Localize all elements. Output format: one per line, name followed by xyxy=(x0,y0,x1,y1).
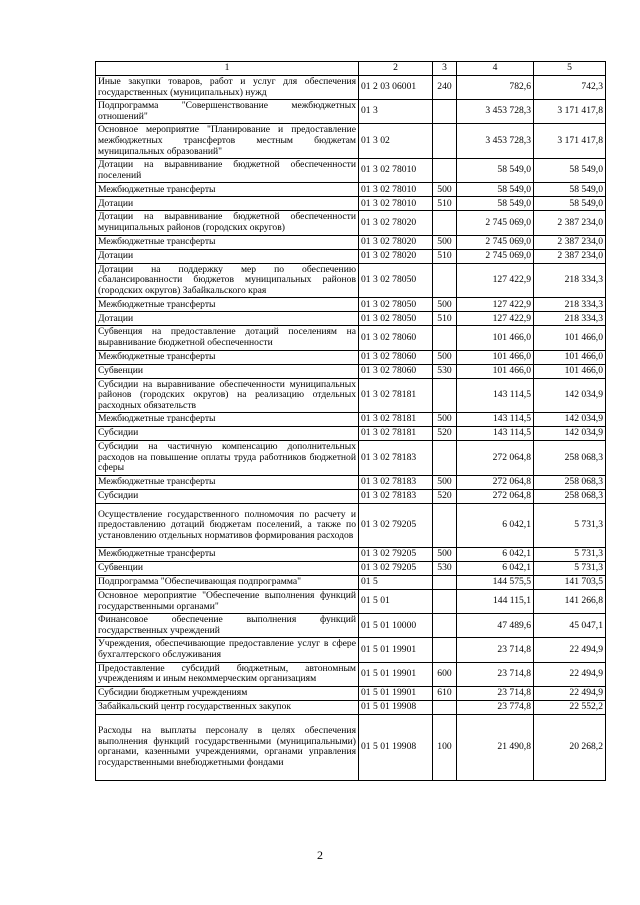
row-code: 01 3 02 78060 xyxy=(359,364,433,378)
row-expense-type: 510 xyxy=(433,249,457,263)
row-code: 01 5 01 10000 xyxy=(359,614,433,638)
row-expense-type: 500 xyxy=(433,476,457,490)
row-name: Осуществление государственного полномочия по расчету и предоставлению дотаций бюджетам поселений, а также по установлению отдельных нормативов формирования расходов xyxy=(96,504,359,548)
table-row xyxy=(96,548,606,562)
row-expense-type xyxy=(433,700,457,714)
row-value-col4: 58 549,0 xyxy=(457,159,534,183)
row-code: 01 3 02 78010 xyxy=(359,183,433,197)
row-expense-type: 520 xyxy=(433,490,457,504)
header-col-4: 4 xyxy=(457,62,534,76)
table-row xyxy=(96,249,606,263)
row-value-col5: 22 494,9 xyxy=(534,662,606,686)
row-code: 01 3 02 78010 xyxy=(359,159,433,183)
table-row xyxy=(96,638,606,662)
row-code: 01 3 02 78020 xyxy=(359,249,433,263)
row-value-col4: 144 115,1 xyxy=(457,590,534,614)
row-name: Межбюджетные трансферты xyxy=(96,413,359,427)
row-name: Расходы на выплаты персоналу в целях обеспечения выполнения функций государственными (муниципальными) органами, казенными учреждениями, органами управления государственными внебюджетными фондами xyxy=(96,714,359,780)
row-value-col4: 143 114,5 xyxy=(457,378,534,413)
row-name: Основное мероприятие "Планирование и предоставление межбюджетных трансфертов местным бюджетам муниципальных образований" xyxy=(96,124,359,159)
row-code: 01 3 02 79205 xyxy=(359,504,433,548)
row-name: Межбюджетные трансферты xyxy=(96,235,359,249)
table-row xyxy=(96,700,606,714)
table-row xyxy=(96,662,606,686)
row-name: Субсидии xyxy=(96,427,359,441)
row-name: Дотации xyxy=(96,249,359,263)
row-value-col5: 2 387 234,0 xyxy=(534,235,606,249)
row-code: 01 3 02 78181 xyxy=(359,427,433,441)
row-expense-type: 530 xyxy=(433,562,457,576)
row-value-col4: 6 042,1 xyxy=(457,548,534,562)
row-name: Подпрограмма "Совершенствование межбюджетных отношений" xyxy=(96,100,359,124)
row-value-col5: 101 466,0 xyxy=(534,326,606,350)
row-code: 01 3 02 78020 xyxy=(359,211,433,235)
row-value-col4: 47 489,6 xyxy=(457,614,534,638)
row-value-col4: 272 064,8 xyxy=(457,476,534,490)
row-value-col4: 2 745 069,0 xyxy=(457,235,534,249)
table-row xyxy=(96,504,606,548)
row-name: Дотации на выравнивание бюджетной обеспеченности поселений xyxy=(96,159,359,183)
table-row xyxy=(96,312,606,326)
row-code: 01 3 02 78010 xyxy=(359,197,433,211)
row-code: 01 3 xyxy=(359,100,433,124)
row-name: Субсидии xyxy=(96,490,359,504)
row-value-col4: 23 714,8 xyxy=(457,686,534,700)
row-name: Субсидии бюджетным учреждениям xyxy=(96,686,359,700)
row-expense-type xyxy=(433,441,457,476)
table-row xyxy=(96,197,606,211)
row-value-col5: 742,3 xyxy=(534,76,606,100)
row-code: 01 3 02 78183 xyxy=(359,490,433,504)
row-name: Предоставление субсидий бюджетным, автономным учреждениям и иным некоммерческим организациям xyxy=(96,662,359,686)
row-expense-type xyxy=(433,378,457,413)
row-name: Субсидии на выравнивание обеспеченности муниципальных районов (городских округов) на реализацию отдельных расходных обязательств xyxy=(96,378,359,413)
row-name: Субвенции xyxy=(96,364,359,378)
row-expense-type xyxy=(433,576,457,590)
row-value-col5: 3 171 417,8 xyxy=(534,124,606,159)
row-value-col4: 23 774,8 xyxy=(457,700,534,714)
row-value-col4: 101 466,0 xyxy=(457,350,534,364)
table-row xyxy=(96,378,606,413)
row-name: Финансовое обеспечение выполнения функций государственных учреждений xyxy=(96,614,359,638)
row-code: 01 3 02 78183 xyxy=(359,441,433,476)
row-value-col5: 58 549,0 xyxy=(534,159,606,183)
row-name: Межбюджетные трансферты xyxy=(96,298,359,312)
row-value-col4: 127 422,9 xyxy=(457,298,534,312)
table-row xyxy=(96,211,606,235)
row-value-col4: 144 575,5 xyxy=(457,576,534,590)
row-expense-type xyxy=(433,590,457,614)
row-name: Субсидии на частичную компенсацию дополнительных расходов на повышение оплаты труда работников бюджетной сферы xyxy=(96,441,359,476)
row-name: Субвенция на предоставление дотаций поселениям на выравнивание бюджетной обеспеченности xyxy=(96,326,359,350)
row-value-col5: 5 731,3 xyxy=(534,504,606,548)
header-col-1: 1 xyxy=(96,62,359,76)
header-col-3: 3 xyxy=(433,62,457,76)
row-value-col4: 23 714,8 xyxy=(457,662,534,686)
row-expense-type xyxy=(433,159,457,183)
table-row xyxy=(96,562,606,576)
row-value-col5: 141 703,5 xyxy=(534,576,606,590)
page-number: 2 xyxy=(317,848,323,862)
row-expense-type: 600 xyxy=(433,662,457,686)
row-code: 01 3 02 78181 xyxy=(359,413,433,427)
row-value-col5: 3 171 417,8 xyxy=(534,100,606,124)
row-name: Дотации xyxy=(96,312,359,326)
row-value-col4: 58 549,0 xyxy=(457,183,534,197)
row-value-col5: 218 334,3 xyxy=(534,263,606,298)
row-expense-type xyxy=(433,614,457,638)
table-row xyxy=(96,490,606,504)
table-row xyxy=(96,263,606,298)
row-expense-type: 500 xyxy=(433,183,457,197)
table-row xyxy=(96,326,606,350)
row-name: Межбюджетные трансферты xyxy=(96,548,359,562)
row-name: Подпрограмма "Обеспечивающая подпрограмма" xyxy=(96,576,359,590)
row-code: 01 3 02 79205 xyxy=(359,562,433,576)
row-value-col5: 58 549,0 xyxy=(534,197,606,211)
row-code: 01 3 02 78183 xyxy=(359,476,433,490)
row-name: Дотации на выравнивание бюджетной обеспеченности муниципальных районов (городских округов) xyxy=(96,211,359,235)
row-value-col5: 142 034,9 xyxy=(534,413,606,427)
row-value-col4: 58 549,0 xyxy=(457,197,534,211)
row-code: 01 3 02 xyxy=(359,124,433,159)
row-value-col5: 2 387 234,0 xyxy=(534,249,606,263)
row-code: 01 3 02 79205 xyxy=(359,548,433,562)
table-row xyxy=(96,441,606,476)
row-value-col4: 143 114,5 xyxy=(457,413,534,427)
row-value-col5: 22 552,2 xyxy=(534,700,606,714)
row-code: 01 3 02 78181 xyxy=(359,378,433,413)
row-value-col4: 782,6 xyxy=(457,76,534,100)
table-row xyxy=(96,364,606,378)
row-code: 01 2 03 06001 xyxy=(359,76,433,100)
row-code: 01 3 02 78050 xyxy=(359,263,433,298)
row-code: 01 3 02 78060 xyxy=(359,326,433,350)
row-expense-type xyxy=(433,326,457,350)
row-name: Основное мероприятие "Обеспечение выполнения функций государственными органами" xyxy=(96,590,359,614)
row-code: 01 5 01 19901 xyxy=(359,662,433,686)
table-row xyxy=(96,576,606,590)
row-name: Дотации xyxy=(96,197,359,211)
row-value-col4: 272 064,8 xyxy=(457,441,534,476)
row-value-col5: 142 034,9 xyxy=(534,378,606,413)
row-expense-type: 610 xyxy=(433,686,457,700)
header-row xyxy=(96,62,606,76)
table-row xyxy=(96,686,606,700)
row-value-col4: 127 422,9 xyxy=(457,312,534,326)
row-expense-type xyxy=(433,263,457,298)
row-value-col4: 23 714,8 xyxy=(457,638,534,662)
row-expense-type: 100 xyxy=(433,714,457,780)
row-value-col5: 45 047,1 xyxy=(534,614,606,638)
row-expense-type xyxy=(433,211,457,235)
table-row xyxy=(96,76,606,100)
row-code: 01 5 01 19901 xyxy=(359,686,433,700)
row-name: Субвенции xyxy=(96,562,359,576)
row-expense-type: 500 xyxy=(433,548,457,562)
row-expense-type: 500 xyxy=(433,350,457,364)
table-row xyxy=(96,350,606,364)
row-value-col4: 101 466,0 xyxy=(457,364,534,378)
row-expense-type xyxy=(433,504,457,548)
row-expense-type: 510 xyxy=(433,197,457,211)
row-value-col4: 272 064,8 xyxy=(457,490,534,504)
row-value-col5: 101 466,0 xyxy=(534,364,606,378)
row-expense-type: 520 xyxy=(433,427,457,441)
row-expense-type: 500 xyxy=(433,235,457,249)
row-value-col5: 58 549,0 xyxy=(534,183,606,197)
row-name: Забайкальский центр государственных закупок xyxy=(96,700,359,714)
row-value-col5: 258 068,3 xyxy=(534,441,606,476)
header-col-2: 2 xyxy=(359,62,433,76)
row-expense-type xyxy=(433,100,457,124)
row-name: Учреждения, обеспечивающие предоставление услуг в сфере бухгалтерского обслуживания xyxy=(96,638,359,662)
row-value-col4: 6 042,1 xyxy=(457,562,534,576)
row-expense-type xyxy=(433,638,457,662)
table-row xyxy=(96,183,606,197)
row-expense-type: 510 xyxy=(433,312,457,326)
row-value-col5: 141 266,8 xyxy=(534,590,606,614)
row-name: Дотации на поддержку мер по обеспечению сбалансированности бюджетов муниципальных районов (городских округов) Забайкальского края xyxy=(96,263,359,298)
table-row xyxy=(96,235,606,249)
row-value-col5: 142 034,9 xyxy=(534,427,606,441)
row-name: Межбюджетные трансферты xyxy=(96,183,359,197)
table-row xyxy=(96,427,606,441)
budget-table xyxy=(95,61,606,781)
row-name: Межбюджетные трансферты xyxy=(96,350,359,364)
row-value-col4: 127 422,9 xyxy=(457,263,534,298)
row-code: 01 3 02 78050 xyxy=(359,312,433,326)
table-row xyxy=(96,476,606,490)
row-code: 01 5 01 19901 xyxy=(359,638,433,662)
row-code: 01 3 02 78050 xyxy=(359,298,433,312)
row-name: Иные закупки товаров, работ и услуг для обеспечения государственных (муниципальных) нужд xyxy=(96,76,359,100)
row-value-col4: 3 453 728,3 xyxy=(457,124,534,159)
row-code: 01 3 02 78020 xyxy=(359,235,433,249)
row-value-col4: 21 490,8 xyxy=(457,714,534,780)
table-row xyxy=(96,614,606,638)
table-row xyxy=(96,159,606,183)
row-value-col5: 5 731,3 xyxy=(534,548,606,562)
row-value-col4: 2 745 069,0 xyxy=(457,211,534,235)
row-value-col5: 218 334,3 xyxy=(534,312,606,326)
table-row xyxy=(96,714,606,780)
row-code: 01 3 02 78060 xyxy=(359,350,433,364)
table-row xyxy=(96,298,606,312)
row-value-col5: 218 334,3 xyxy=(534,298,606,312)
row-expense-type: 530 xyxy=(433,364,457,378)
row-value-col5: 258 068,3 xyxy=(534,490,606,504)
row-value-col4: 143 114,5 xyxy=(457,427,534,441)
row-value-col5: 22 494,9 xyxy=(534,686,606,700)
row-value-col5: 22 494,9 xyxy=(534,638,606,662)
header-col-5: 5 xyxy=(534,62,606,76)
table-row xyxy=(96,413,606,427)
table-row xyxy=(96,590,606,614)
row-code: 01 5 xyxy=(359,576,433,590)
row-code: 01 5 01 19908 xyxy=(359,700,433,714)
table-row xyxy=(96,100,606,124)
table-row xyxy=(96,124,606,159)
row-value-col5: 2 387 234,0 xyxy=(534,211,606,235)
row-code: 01 5 01 xyxy=(359,590,433,614)
row-expense-type xyxy=(433,124,457,159)
row-value-col4: 2 745 069,0 xyxy=(457,249,534,263)
row-value-col4: 3 453 728,3 xyxy=(457,100,534,124)
row-expense-type: 240 xyxy=(433,76,457,100)
row-value-col5: 101 466,0 xyxy=(534,350,606,364)
row-code: 01 5 01 19908 xyxy=(359,714,433,780)
row-value-col5: 5 731,3 xyxy=(534,562,606,576)
budget-table-body xyxy=(96,62,606,781)
row-expense-type: 500 xyxy=(433,413,457,427)
row-value-col5: 20 268,2 xyxy=(534,714,606,780)
row-name: Межбюджетные трансферты xyxy=(96,476,359,490)
row-value-col4: 6 042,1 xyxy=(457,504,534,548)
row-expense-type: 500 xyxy=(433,298,457,312)
row-value-col4: 101 466,0 xyxy=(457,326,534,350)
row-value-col5: 258 068,3 xyxy=(534,476,606,490)
